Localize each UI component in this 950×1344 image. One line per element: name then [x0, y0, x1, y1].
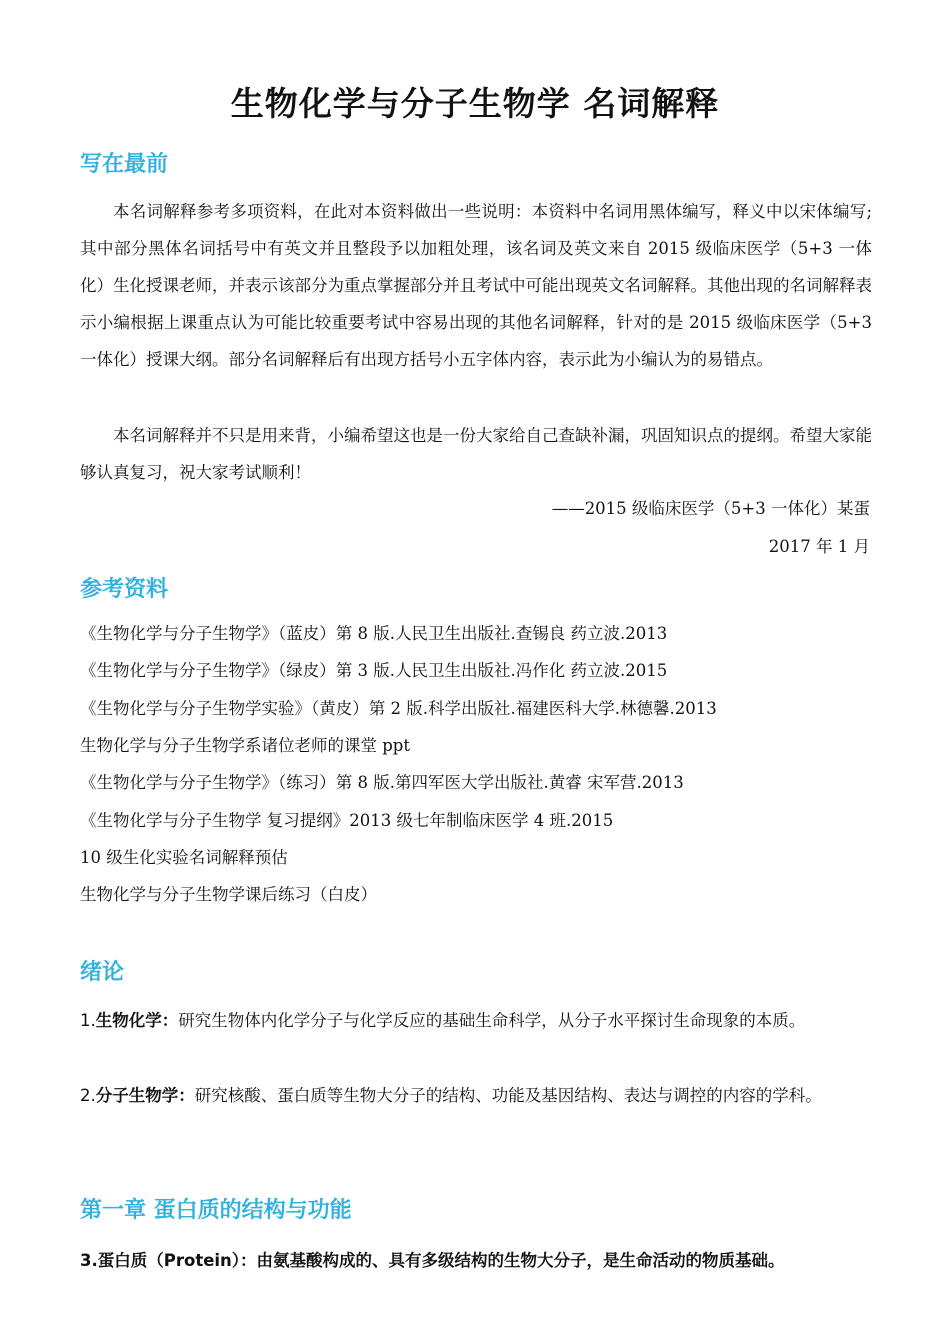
references-heading: 参考资料 [80, 577, 169, 602]
preface-paragraph-1: 本名词解释参考多项资料，在此对本资料做出一些说明：本资料中名词用黑体编写，释义中以宋体编写;其中部分黑体名词括号中有英文并且整段予以加粗处理，该名词及英文来自 2015 级临床医学（5+3 一体化）生化授课老师，并表示该部分为重点掌握部分并且考试中可能出现英文名词解释。其他出现的名词解释表示小编根据上课重点认为可能比较重要考试中容易出现的其他名词解释，针对的是 2015 级临床医学（5+3 一体化）授课大纲。部分名词解释后有出现方括号小五字体内容，表示此为小编认为的易错点。 [80, 202, 872, 369]
term-number: 1. [80, 1011, 96, 1030]
term-number: 2. [80, 1086, 96, 1105]
term-definition: 由氨基酸构成的、具有多级结构的生物大分子，是生命活动的物质基础。 [256, 1251, 785, 1270]
reference-item: 《生物化学与分子生物学实验》（黄皮）第 2 版.科学出版社.福建医科大学.林德馨.2013 [80, 699, 717, 718]
term-definition: 研究核酸、蛋白质等生物大分子的结构、功能及基因结构、表达与调控的内容的学科。 [194, 1086, 822, 1105]
term-name: 蛋白质（Protein）： [97, 1251, 257, 1270]
reference-item: 《生物化学与分子生物学》（绿皮）第 3 版.人民卫生出版社.冯作化 药立波.2015 [80, 661, 668, 680]
preface-date: 2017 年 1 月 [768, 537, 870, 556]
reference-item: 生物化学与分子生物学课后练习（白皮） [80, 885, 377, 904]
reference-item: 《生物化学与分子生物学》（练习）第 8 版.第四军医大学出版社.黄睿 宋军营.2013 [80, 773, 684, 792]
term-entry [80, 1077, 872, 1114]
term-entry [80, 1002, 872, 1039]
reference-item: 《生物化学与分子生物学》（蓝皮）第 8 版.人民卫生出版社.查锡良 药立波.2013 [80, 624, 668, 643]
term-name: 生物化学： [95, 1011, 179, 1030]
preface-signature: ——2015 级临床医学（5+3 一体化）某蛋 [551, 499, 870, 518]
term-name: 分子生物学： [95, 1086, 195, 1105]
chapter1-heading: 第一章 蛋白质的结构与功能 [80, 1198, 352, 1223]
reference-item: 生物化学与分子生物学系诸位老师的课堂 ppt [80, 736, 410, 755]
reference-item: 10 级生化实验名词解释预估 [80, 848, 288, 867]
preface-paragraph-2: 本名词解释并不只是用来背，小编希望这也是一份大家给自己查缺补漏，巩固知识点的提纲。希望大家能够认真复习，祝大家考试顺利！ [80, 426, 872, 482]
document-title: 生物化学与分子生物学 名词解释 [230, 84, 720, 123]
intro-heading: 绪论 [80, 960, 125, 985]
preface-heading: 写在最前 [80, 152, 169, 177]
term-definition: 研究生物体内化学分子与化学反应的基础生命科学，从分子水平探讨生命现象的本质。 [178, 1011, 806, 1030]
term-entry [80, 1242, 872, 1279]
reference-item: 《生物化学与分子生物学 复习提纲》2013 级七年制临床医学 4 班.2015 [80, 811, 614, 830]
term-number: 3. [80, 1251, 98, 1270]
